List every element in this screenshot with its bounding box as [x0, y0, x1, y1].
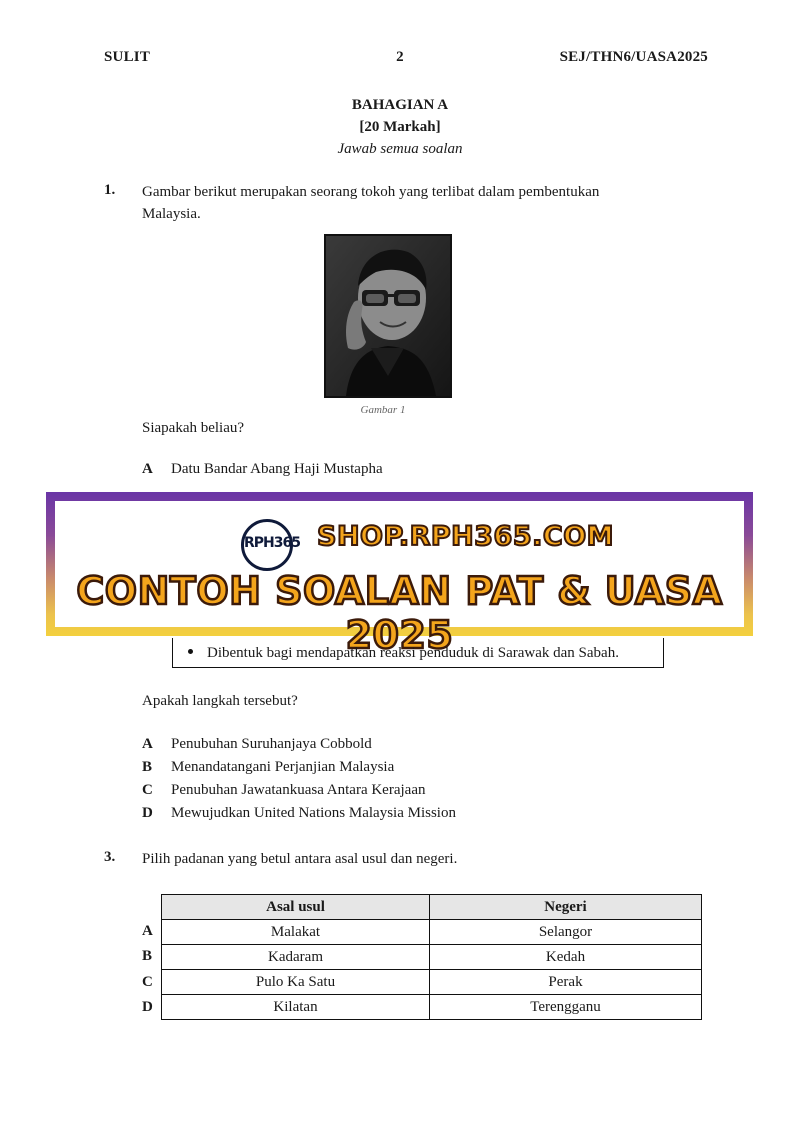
- q3-row-c-letter: C: [142, 974, 153, 990]
- portrait-photo: [324, 234, 452, 398]
- q1-option-a-letter: A: [142, 461, 153, 477]
- table-cell-asal: Kadaram: [162, 945, 430, 970]
- section-title: BAHAGIAN A: [351, 97, 449, 113]
- question-2-bullet-text: Dibentuk bagi mendapatkan reaksi penduduk di Sarawak dan Sabah.: [207, 645, 619, 661]
- bullet-dot-icon: [188, 649, 193, 654]
- question-3-number: 3.: [104, 849, 116, 865]
- table-cell-asal: Pulo Ka Satu: [162, 970, 430, 995]
- q3-row-d-letter: D: [142, 999, 153, 1015]
- table-header-negeri: Negeri: [430, 895, 702, 920]
- question-1-text-line2: Malaysia.: [142, 206, 201, 222]
- table-row[interactable]: [162, 995, 702, 1020]
- table-row[interactable]: [162, 920, 702, 945]
- section-marks: [20 Markah]: [359, 119, 441, 135]
- table-header-asal: Asal usul: [162, 895, 430, 920]
- shop-url[interactable]: SHOP.RPH365.COM: [317, 521, 615, 552]
- table-row[interactable]: [162, 970, 702, 995]
- q2-option-c-text[interactable]: Penubuhan Jawatankuasa Antara Kerajaan: [171, 782, 426, 798]
- q3-row-b-letter: B: [142, 948, 153, 964]
- table-cell-negeri: Terengganu: [430, 995, 702, 1020]
- table-cell-negeri: Perak: [430, 970, 702, 995]
- header-school-tag: SULIT: [104, 49, 151, 65]
- q3-row-a-letter: A: [142, 923, 153, 939]
- question-1-prompt: Siapakah beliau?: [142, 420, 245, 436]
- question-1-text-line1: Gambar berikut merupakan seorang tokoh yang terlibat dalam pembentukan: [142, 184, 600, 200]
- question-1-number: 1.: [104, 182, 116, 198]
- q2-option-a-letter: A: [142, 736, 153, 752]
- portrait-illustration: [326, 236, 450, 396]
- q2-option-b-text[interactable]: Menandatangani Perjanjian Malaysia: [171, 759, 395, 775]
- question-2-prompt: Apakah langkah tersebut?: [142, 693, 298, 709]
- question-3-text: Pilih padanan yang betul antara asal usul dan negeri.: [142, 851, 458, 867]
- table-cell-negeri: Kedah: [430, 945, 702, 970]
- banner-title: CONTOH SOALAN PAT & UASA 2025: [76, 569, 723, 657]
- photo-caption: Gambar 1: [360, 404, 406, 416]
- paper-code: SEJ/THN6/UASA2025: [559, 49, 708, 65]
- rph365-logo: [241, 519, 300, 571]
- table-cell-asal: Malakat: [162, 920, 430, 945]
- section-instruction: Jawab semua soalan: [337, 141, 463, 157]
- q2-option-a-text[interactable]: Penubuhan Suruhanjaya Cobbold: [171, 736, 372, 752]
- q2-option-d-text[interactable]: Mewujudkan United Nations Malaysia Mission: [171, 805, 456, 821]
- table-header-row: [162, 895, 702, 920]
- question-2-bullet: [188, 645, 619, 662]
- page-number: 2: [396, 49, 404, 65]
- rph365-logo-text: RPH365: [244, 535, 300, 551]
- table-cell-negeri: Selangor: [430, 920, 702, 945]
- q2-option-d-letter: D: [142, 805, 153, 821]
- table-cell-asal: Kilatan: [162, 995, 430, 1020]
- q2-option-c-letter: C: [142, 782, 153, 798]
- question-3-table: [161, 894, 702, 1020]
- table-row[interactable]: [162, 945, 702, 970]
- q2-option-b-letter: B: [142, 759, 153, 775]
- q1-option-a-text[interactable]: Datu Bandar Abang Haji Mustapha: [171, 461, 383, 477]
